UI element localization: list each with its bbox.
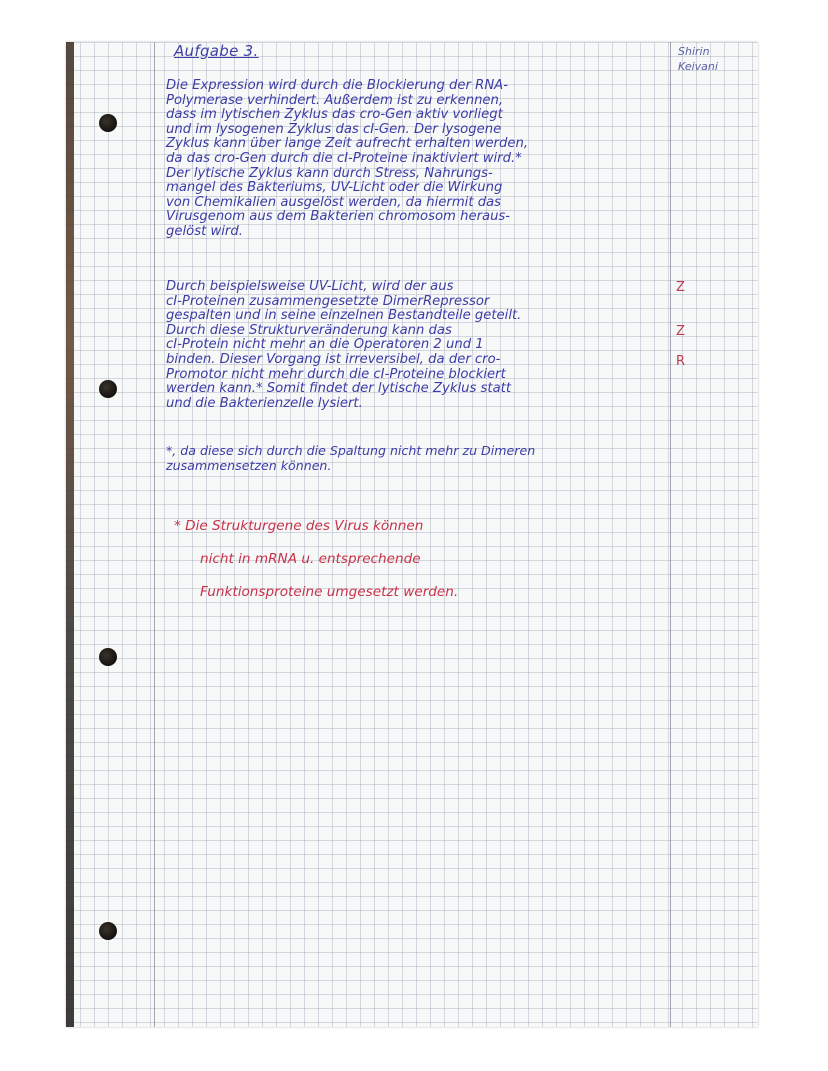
task-title: Aufgabe 3. (174, 42, 259, 60)
footnote (166, 444, 535, 473)
teacher-correction (174, 510, 458, 609)
text-line: binden. Dieser Vorgang ist irreversibel, da der cro- (166, 351, 501, 367)
paragraph-uv-light (166, 280, 521, 411)
text-line: * Die Strukturgene des Virus können (174, 518, 424, 534)
text-line: da das cro-Gen durch die cI-Proteine inaktiviert wird.* (166, 150, 522, 166)
text-line: Promotor nicht mehr durch die cI-Proteine blockiert (166, 366, 506, 382)
text-line: cI-Proteinen zusammengesetzte DimerRepressor (166, 293, 490, 309)
notebook-page (66, 42, 758, 1027)
student-name: Shirin Keivani (678, 45, 718, 73)
punch-hole (99, 380, 117, 398)
margin-mark: Z (676, 324, 685, 339)
text-line: Durch beispielsweise UV-Licht, wird der aus (166, 279, 454, 294)
text-line: nicht in mRNA u. entsprechende (200, 551, 421, 567)
text-line: Durch diese Strukturveränderung kann das (166, 322, 452, 338)
punch-hole (99, 922, 117, 940)
text-line: *, da diese sich durch die Spaltung nicht mehr zu Dimeren (166, 443, 536, 458)
margin-mark: R (676, 354, 686, 369)
text-line: und die Bakterienzelle lysiert. (166, 395, 363, 411)
text-line: Der lytische Zyklus kann durch Stress, Nahrungs- (166, 165, 493, 181)
text-line: und im lysogenen Zyklus das cI-Gen. Der lysogene (166, 121, 502, 137)
text-line: zusammensetzen können. (166, 457, 332, 473)
text-line: Funktionsproteine umgesetzt werden. (200, 584, 459, 600)
text-line: Virusgenom aus dem Bakterien chromosom heraus- (166, 209, 511, 225)
margin-mark: Z (676, 280, 685, 295)
text-line: Zyklus kann über lange Zeit aufrecht erhalten werden, (166, 136, 529, 152)
text-line: mangel des Bakteriums, UV-Licht oder die Wirkung (166, 180, 503, 196)
text-line: dass im lytischen Zyklus das cro-Gen aktiv vorliegt (166, 107, 503, 123)
text-line: gespalten und in seine einzelnen Bestandteile geteilt. (166, 308, 522, 324)
right-margin-line (670, 42, 671, 1027)
text-line: cI-Protein nicht mehr an die Operatoren 2 und 1 (166, 337, 484, 353)
text-line: von Chemikalien ausgelöst werden, da hiermit das (166, 194, 502, 210)
paragraph-expression (166, 79, 528, 240)
left-margin-line (154, 42, 155, 1027)
text-line: Polymerase verhindert. Außerdem ist zu erkennen, (166, 92, 504, 108)
punch-hole (99, 648, 117, 666)
text-line: gelöst wird. (166, 223, 243, 239)
page-left-edge (66, 42, 74, 1027)
punch-hole (99, 114, 117, 132)
text-line: werden kann.* Somit findet der lytische Zyklus statt (166, 381, 512, 397)
text-line: Die Expression wird durch die Blockierung der RNA- (166, 78, 508, 93)
